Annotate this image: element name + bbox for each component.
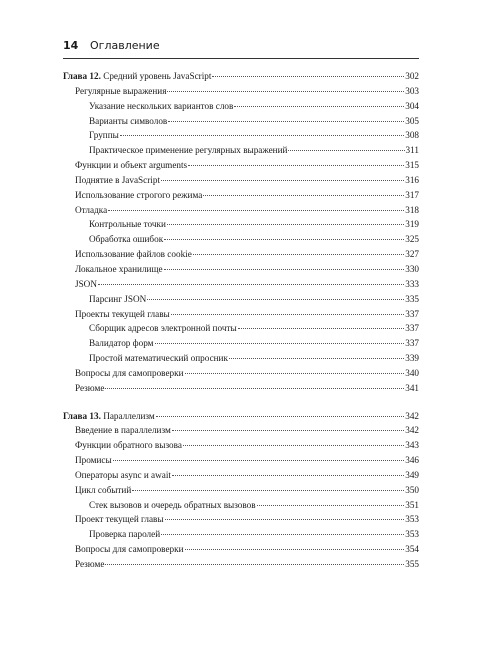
entry-page-number: 337 <box>405 308 419 319</box>
dot-leader <box>113 460 405 461</box>
entry-page-number: 333 <box>405 278 419 289</box>
running-head <box>63 38 419 54</box>
dot-leader <box>164 239 404 240</box>
toc-chapter-heading[interactable] <box>63 409 419 424</box>
entry-page-number: 354 <box>405 544 419 555</box>
dot-leader <box>120 135 404 136</box>
entry-title: Проверка паролей <box>89 529 161 540</box>
chapter-label: Глава 12. <box>63 71 101 81</box>
header-rule <box>63 58 419 59</box>
toc-subsection-entry[interactable] <box>63 128 419 143</box>
toc-subsection-entry[interactable] <box>63 292 419 307</box>
toc-subsection-entry[interactable] <box>63 336 419 351</box>
entry-page-number: 319 <box>405 219 419 230</box>
dot-leader <box>167 91 404 92</box>
chapter-title <box>63 409 155 424</box>
chapter-label: Глава 13. <box>63 410 101 421</box>
toc-subsection-entry[interactable] <box>63 99 419 114</box>
dot-leader <box>212 76 404 77</box>
toc-section-entry[interactable] <box>63 468 419 483</box>
entry-page-number: 304 <box>405 100 419 111</box>
toc-section-entry[interactable] <box>63 423 419 438</box>
entry-title: Стек вызовов и очередь обратных вызовов <box>89 499 256 510</box>
entry-title: Вопросы для самопроверки <box>75 544 184 555</box>
table-of-contents <box>63 69 419 572</box>
entry-title: Введение в параллелизм <box>75 425 171 436</box>
entry-page-number: 327 <box>405 249 419 260</box>
entry-title: Резюме <box>75 559 105 569</box>
dot-leader <box>147 299 404 300</box>
toc-subsection-entry[interactable] <box>63 321 419 336</box>
toc-chapter-section <box>63 69 419 396</box>
entry-page-number: 346 <box>405 455 419 466</box>
entry-page-number: 325 <box>405 234 419 245</box>
entry-title: Указание нескольких вариантов слов <box>89 100 234 111</box>
dot-leader <box>229 358 404 359</box>
entry-page-number: 330 <box>405 263 419 274</box>
dot-leader <box>257 505 405 506</box>
dot-leader <box>105 564 404 565</box>
running-head-title: Оглавление <box>90 39 160 52</box>
entry-title: Использование строгого режима <box>75 189 203 200</box>
entry-title: Отладка <box>75 204 108 215</box>
entry-page-number: 340 <box>405 367 419 378</box>
entry-title: Группы <box>89 130 119 141</box>
chapter-page-number: 302 <box>405 71 419 81</box>
toc-section-entry[interactable] <box>63 557 419 572</box>
dot-leader <box>168 121 404 122</box>
dot-leader <box>98 284 404 285</box>
toc-subsection-entry[interactable] <box>63 498 419 513</box>
toc-subsection-entry[interactable] <box>63 143 419 158</box>
toc-section-entry[interactable] <box>63 542 419 557</box>
entry-title: Резюме <box>75 382 105 393</box>
entry-title: Валидатор форм <box>89 338 154 349</box>
dot-leader <box>238 328 405 329</box>
entry-title: Использование файлов cookie <box>75 249 192 260</box>
dot-leader <box>188 165 404 166</box>
dot-leader <box>203 195 404 196</box>
entry-page-number: 317 <box>405 189 419 200</box>
entry-page-number: 350 <box>405 484 419 495</box>
entry-title: Обработка ошибок <box>89 234 164 245</box>
dot-leader <box>161 180 404 181</box>
toc-section-entry[interactable] <box>63 381 419 396</box>
entry-page-number: 343 <box>405 440 419 451</box>
dot-leader <box>105 388 404 389</box>
entry-page-number: 353 <box>405 529 419 540</box>
toc-section-entry[interactable] <box>63 173 419 188</box>
dot-leader <box>185 373 405 374</box>
entry-page-number: 355 <box>405 559 419 569</box>
dot-leader <box>161 534 404 535</box>
dot-leader <box>185 549 405 550</box>
dot-leader <box>288 150 404 151</box>
toc-section-entry[interactable] <box>63 438 419 453</box>
toc-section-entry[interactable] <box>63 188 419 203</box>
entry-title: JSON <box>75 278 97 289</box>
entry-title: Варианты символов <box>89 115 168 126</box>
entry-title: Проекты текущей главы <box>75 308 170 319</box>
entry-page-number: 351 <box>405 499 419 510</box>
entry-title: Промисы <box>75 455 112 466</box>
toc-subsection-entry[interactable] <box>63 114 419 129</box>
entry-title: Функции обратного вызова <box>75 440 182 451</box>
entry-page-number: 316 <box>405 174 419 185</box>
entry-page-number: 339 <box>405 353 419 364</box>
toc-subsection-entry[interactable] <box>63 527 419 542</box>
chapter-title-text: Средний уровень JavaScript <box>100 71 212 81</box>
entry-title: Контрольные точки <box>89 219 166 230</box>
dot-leader <box>234 106 404 107</box>
dot-leader <box>155 343 405 344</box>
entry-page-number: 305 <box>405 115 419 126</box>
entry-title: Регулярные выражения <box>75 85 167 96</box>
dot-leader <box>172 430 404 431</box>
toc-section-entry[interactable] <box>63 84 419 99</box>
dot-leader <box>171 314 405 315</box>
dot-leader <box>167 224 404 225</box>
toc-section-entry[interactable] <box>63 203 419 218</box>
toc-section-entry[interactable] <box>63 158 419 173</box>
entry-page-number: 341 <box>405 382 419 393</box>
dot-leader <box>172 475 404 476</box>
entry-page-number: 308 <box>405 130 419 141</box>
entry-page-number: 315 <box>405 160 419 171</box>
entry-page-number: 337 <box>405 338 419 349</box>
toc-subsection-entry[interactable] <box>63 351 419 366</box>
entry-page-number: 318 <box>405 204 419 215</box>
chapter-page-number: 342 <box>405 410 419 421</box>
dot-leader <box>108 210 404 211</box>
entry-title: Простой математический опросник <box>89 353 228 364</box>
dot-leader <box>156 416 404 417</box>
page-number: 14 <box>63 39 79 52</box>
entry-title: Вопросы для самопроверки <box>75 367 184 378</box>
dot-leader <box>165 519 405 520</box>
entry-page-number: 303 <box>405 85 419 96</box>
dot-leader <box>132 490 404 491</box>
entry-page-number: 353 <box>405 514 419 525</box>
entry-title: Функции и объект arguments <box>75 160 188 171</box>
dot-leader <box>193 254 404 255</box>
entry-title: Цикл событий <box>75 484 132 495</box>
toc-section-entry[interactable] <box>63 262 419 277</box>
entry-title: Практическое применение регулярных выражений <box>89 145 288 156</box>
toc-section-entry[interactable] <box>63 483 419 498</box>
toc-section-entry[interactable] <box>63 453 419 468</box>
toc-section-entry[interactable] <box>63 307 419 322</box>
entry-title: Проект текущей главы <box>75 514 164 525</box>
entry-title: Поднятие в JavaScript <box>75 174 160 185</box>
entry-page-number: 311 <box>405 145 419 156</box>
toc-subsection-entry[interactable] <box>63 217 419 232</box>
toc-section-entry[interactable] <box>63 512 419 527</box>
entry-page-number: 342 <box>405 425 419 436</box>
chapter-title-text: Параллелизм <box>100 410 155 421</box>
toc-chapter-heading[interactable] <box>63 69 419 84</box>
entry-page-number: 335 <box>405 293 419 304</box>
toc-section-entry[interactable] <box>63 366 419 381</box>
toc-chapter-section <box>63 409 419 572</box>
chapter-title <box>63 69 211 84</box>
toc-subsection-entry[interactable] <box>63 232 419 247</box>
toc-section-entry[interactable] <box>63 247 419 262</box>
entry-title: Локальное хранилище <box>75 263 163 274</box>
toc-section-entry[interactable] <box>63 277 419 292</box>
entry-title: Операторы async и await <box>75 469 171 480</box>
dot-leader <box>183 445 404 446</box>
entry-page-number: 349 <box>405 469 419 480</box>
entry-title: Сборщик адресов электронной почты <box>89 323 237 334</box>
entry-title: Парсинг JSON <box>89 293 147 304</box>
dot-leader <box>164 269 405 270</box>
entry-page-number: 337 <box>405 323 419 334</box>
